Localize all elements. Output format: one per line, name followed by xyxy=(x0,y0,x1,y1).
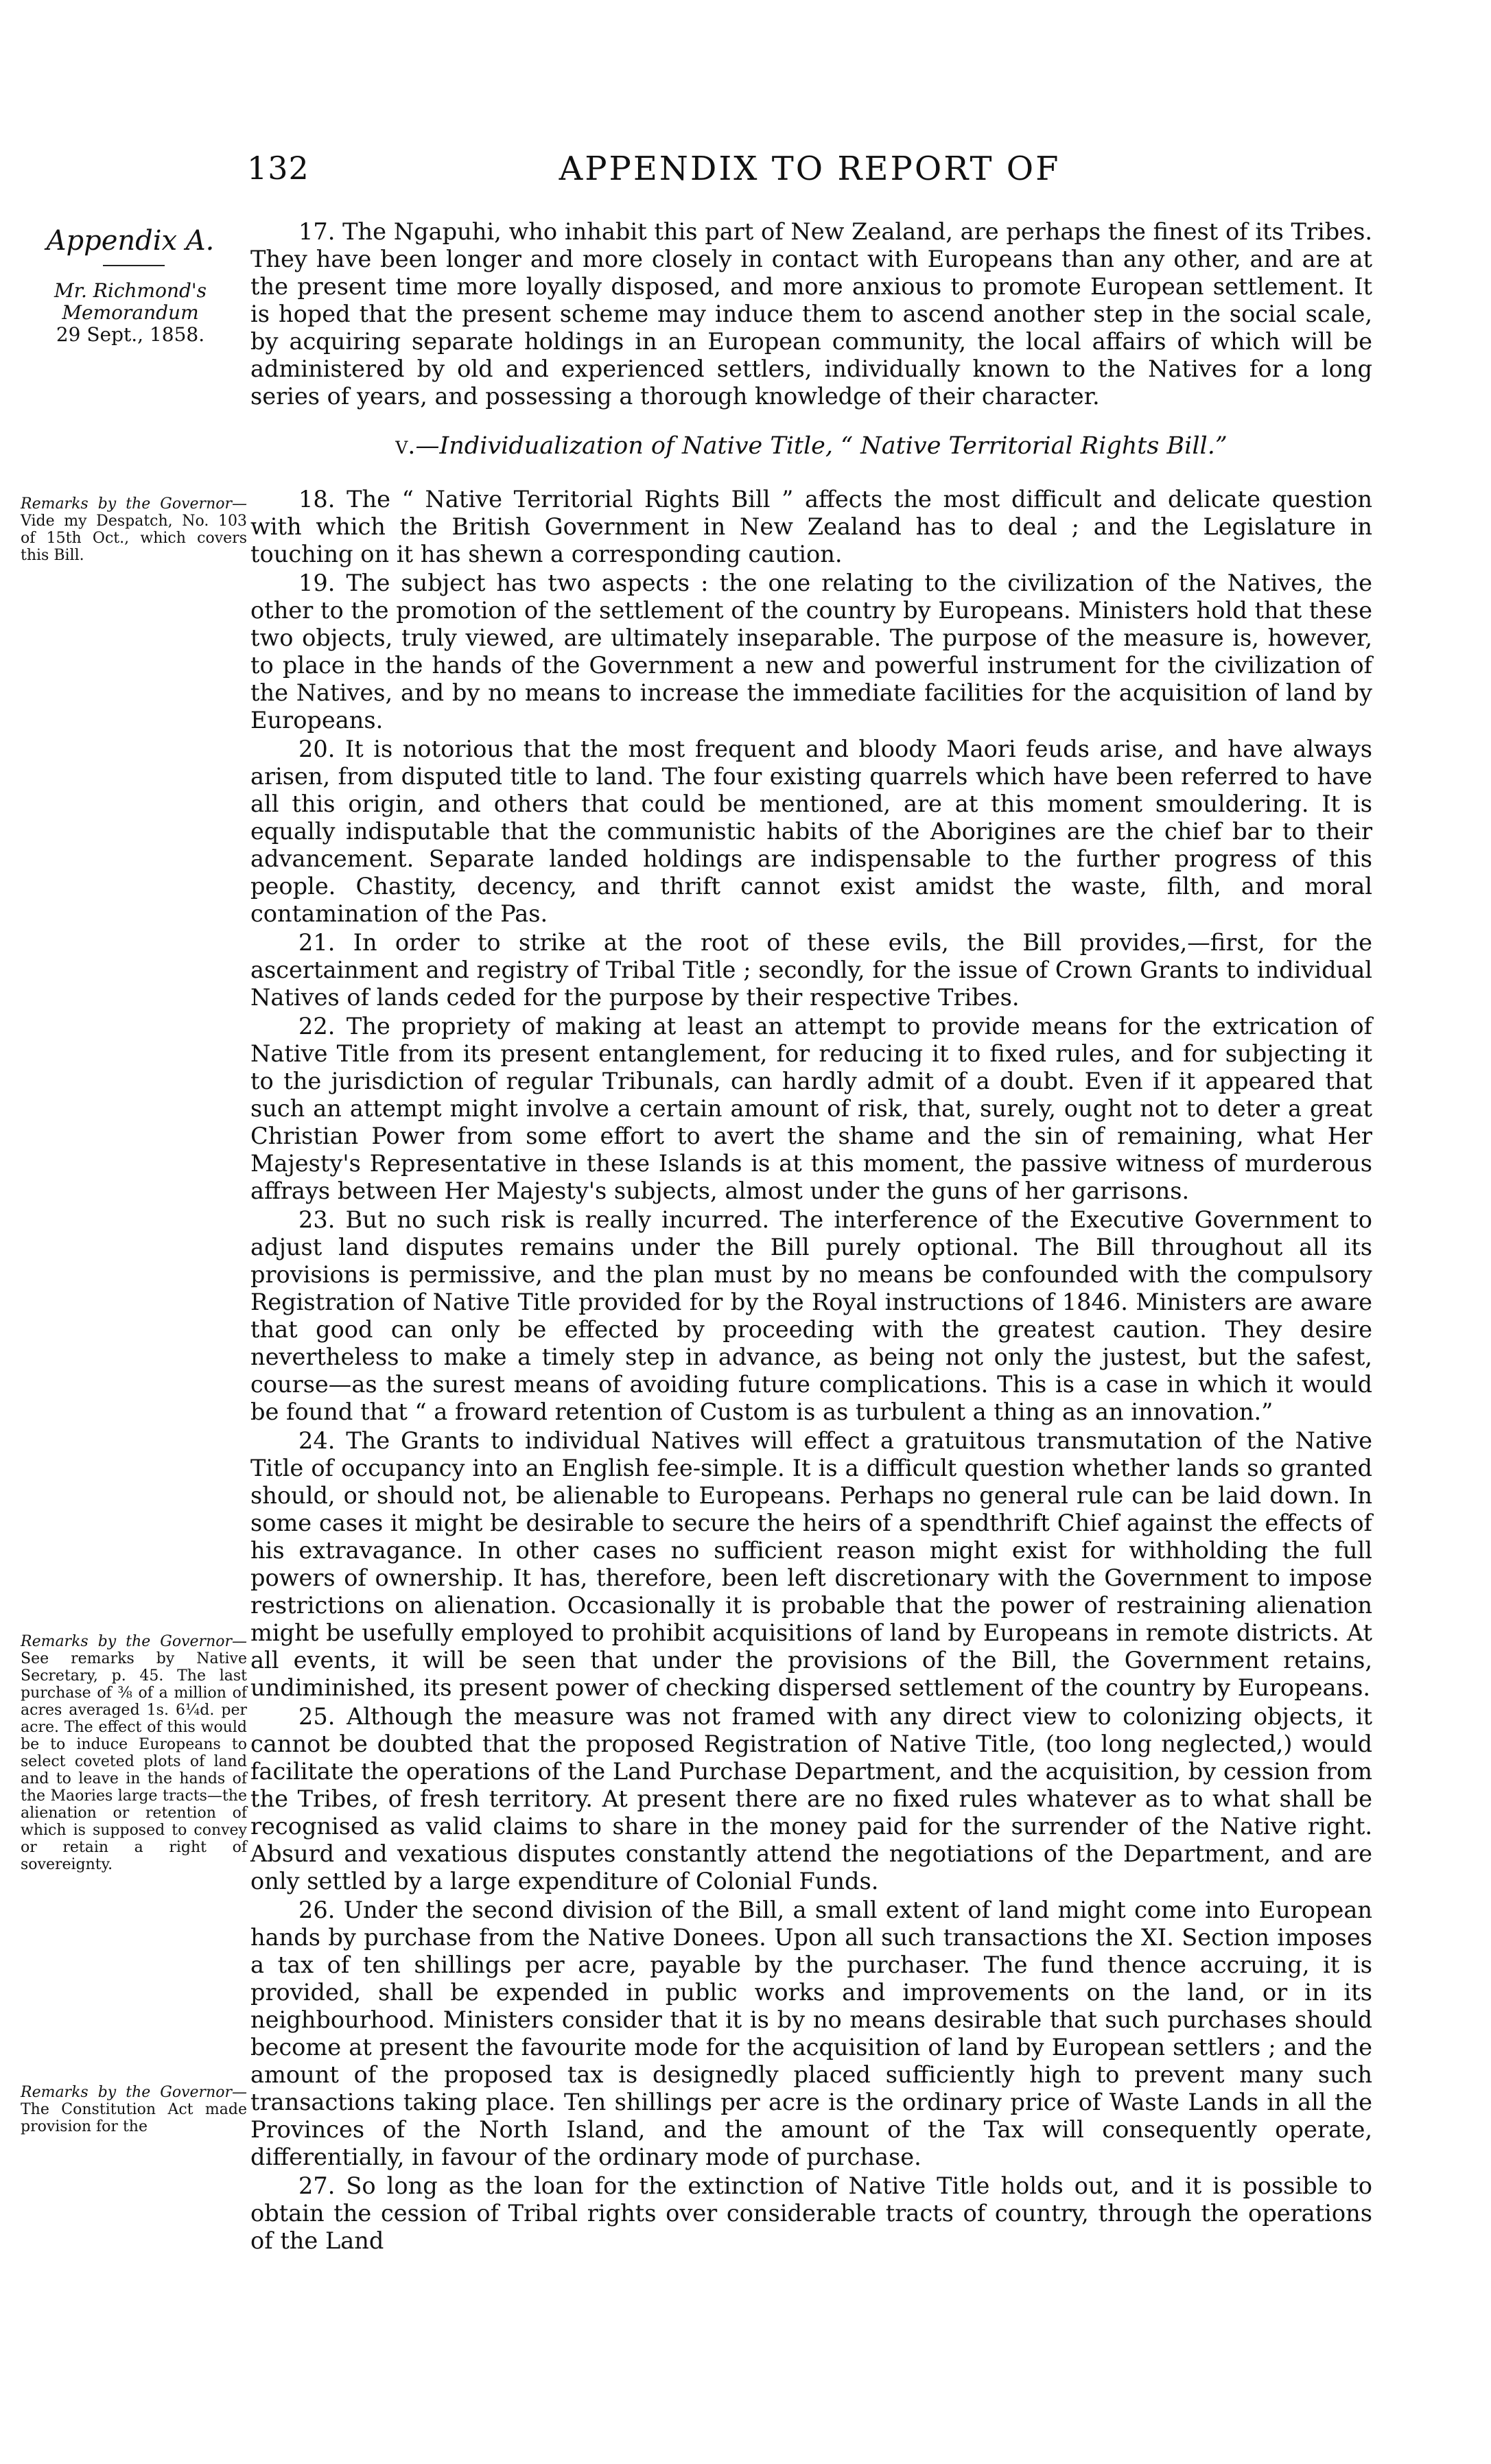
paragraph-17: 17. The Ngapuhi, who inhabit this part of New Zealand, are perhaps the finest of its Tribes. They have been longer and more closely in contact with Europeans than any other, and are at the present time more loyally disposed, and more anxious to promote European settlement. It is hoped that the present scheme may induce them to ascend another step in the social scale, by acquiring separate holdings in an European community, the local affairs of which will be administered by old and experienced settlers, individually known to the Natives for a long series of years, and possessing a thorough knowledge of their character. xyxy=(250,218,1372,410)
source-title: Memorandum xyxy=(62,301,199,324)
page-number: 132 xyxy=(247,150,309,187)
paragraph-18: 18. The “ Native Territorial Rights Bill ” affects the most difficult and delicate question with which the British Government in New Zealand has to deal ; and the Legislature in touching on it has shewn a corresponding caution. xyxy=(250,486,1372,567)
margin-note-lead: Remarks by the Governor— xyxy=(21,495,247,513)
paragraph-27: 27. So long as the loan for the extinction of Native Title holds out, and it is possible to obtain the cession of Tribal rights over considerable tracts of country, through the operations of the Land xyxy=(250,2172,1372,2254)
section-number: v. xyxy=(395,432,416,460)
margin-note-lead: Remarks by the Governor— xyxy=(21,1633,247,1650)
paragraph-24: 24. The Grants to individual Natives will effect a gratuitous transmutation of the Native Title of occupancy into an English fee-simple. It is a difficult question whether lands so granted should, or should not, be alienable to Europeans. Perhaps no general rule can be laid down. In some cases it might be desirable to secure the heirs of a spendthrift Chief against the effects of his extravagance. In other cases no sufficient reason might exist for withholding the full powers of ownership. It has, therefore, been left discretionary with the Government to impose restrictions on alienation. Occasionally it is probable that the power of restraining alienation might be usefully employed to prohibit acquisitions of land by Europeans in remote districts. At all events, it will be seen that under the provisions of the Bill, the Government retains, undiminished, its present power of checking dispersed settlement of the country by Europeans. xyxy=(250,1427,1372,1701)
source-author: Mr. Richmond's xyxy=(54,279,207,302)
main-text xyxy=(250,218,1372,2256)
paragraph-19: 19. The subject has two aspects : the one relating to the civilization of the Natives, the other to the promotion of the settlement of the country by Europeans. Ministers hold that these two objects, truly viewed, are ultimately inseparable. The purpose of the measure is, however, to place in the hands of the Government a new and powerful instrument for the civilization of the Natives, and by no means to increase the immediate facilities for the acquisition of land by Europeans. xyxy=(250,570,1372,734)
margin-note-1 xyxy=(21,495,247,564)
paragraph-21: 21. In order to strike at the root of these evils, the Bill provides,—first, for the ascertainment and registry of Tribal Title ; secondly, for the issue of Crown Grants to individual Natives of lands ceded for the purpose by their respective Tribes. xyxy=(250,929,1372,1011)
margin-note-2 xyxy=(21,1633,247,1873)
margin-note-3 xyxy=(21,2084,247,2135)
margin-note-text: Vide my Despatch, No. 103 of 15th Oct., which covers this Bill. xyxy=(21,513,247,564)
source-date: 29 Sept., 1858. xyxy=(56,323,205,346)
margin-note-text: See remarks by Native Secretary, p. 45. The last purchase of ⅜ of a million of acres averaged 1s. 6¼d. per acre. The effect of this would be to induce Europeans to select coveted plots of land and to leave in the hands of the Maories large tracts—the alienation or retention of which is supposed to convey or retain a right of sovereignty. xyxy=(21,1650,247,1873)
margin-note-text: The Constitution Act made provision for the xyxy=(21,2101,247,2135)
section-title: —Individualization of Native Title, “ Native Territorial Rights Bill.” xyxy=(415,432,1228,460)
running-head: APPENDIX TO REPORT OF xyxy=(559,150,1061,188)
appendix-label: Appendix A. xyxy=(46,225,215,257)
paragraph-25: 25. Although the measure was not framed with any direct view to colonizing objects, it cannot be doubted that the proposed Registration of Native Title, (too long neglected,) would facilitate the operations of the Land Purchase Department, and the acquisition, by cession from the Tribes, of fresh territory. At present there are no fixed rules whatever as to what shall be recognised as valid claims to share in the money paid for the surrender of the Native right. Absurd and vexatious disputes constantly attend the negotiations of the Department, and are only settled by a large expenditure of Colonial Funds. xyxy=(250,1703,1372,1894)
margin-divider xyxy=(103,265,165,266)
paragraph-23: 23. But no such risk is really incurred. The interference of the Executive Government to adjust land disputes remains under the Bill purely optional. The Bill throughout all its provisions is permissive, and the plan must by no means be confounded with the compulsory Registration of Native Title provided for by the Royal instructions of 1846. Ministers are aware that good can only be effected by proceeding with the greatest caution. They desire nevertheless to make a timely step in advance, as being not only the justest, but the safest, course—as the surest means of avoiding future complications. This is a case in which it would be found that “ a froward retention of Custom is as turbulent a thing as an innovation.” xyxy=(250,1206,1372,1425)
paragraph-26: 26. Under the second division of the Bill, a small extent of land might come into European hands by purchase from the Native Donees. Upon all such transactions the XI. Section imposes a tax of ten shillings per acre, payable by the purchaser. The fund thence accruing, it is provided, shall be expended in public works and improvements on the land, or in its neighbourhood. Ministers consider that it is by no means desirable that such purchases should become at present the favourite mode for the acquisition of land by European settlers ; and the amount of the proposed tax is designedly placed sufficiently high to prevent many such transactions taking place. Ten shillings per acre is the ordinary price of Waste Lands in all the Provinces of the North Island, and the amount of the Tax will consequently operate, differentially, in favour of the ordinary mode of purchase. xyxy=(250,1897,1372,2170)
page-header xyxy=(247,150,1372,198)
section-heading xyxy=(250,432,1372,460)
margin-note-lead: Remarks by the Governor— xyxy=(21,2084,247,2101)
paragraph-20: 20. It is notorious that the most frequent and bloody Maori feuds arise, and have always arisen, from disputed title to land. The four existing quarrels which have been referred to have all this origin, and others that could be mentioned, are at this moment smouldering. It is equally indisputable that the communistic habits of the Aborigines are the chief bar to their advancement. Separate landed holdings are indispensable to the further progress of this people. Chastity, decency, and thrift cannot exist amidst the waste, filth, and moral contamination of the Pas. xyxy=(250,736,1372,927)
paragraph-22: 22. The propriety of making at least an attempt to provide means for the extrication of Native Title from its present entanglement, for reducing it to fixed rules, and for subjecting it to the jurisdiction of regular Tribunals, can hardly admit of a doubt. Even if it appeared that such an attempt might involve a certain amount of risk, that, surely, ought not to deter a great Christian Power from some effort to avert the shame and the sin of remaining, what Her Majesty's Representative in these Islands is at this moment, the passive witness of murderous affrays between Her Majesty's subjects, almost under the guns of her garrisons. xyxy=(250,1013,1372,1204)
memorandum-source xyxy=(27,280,233,346)
